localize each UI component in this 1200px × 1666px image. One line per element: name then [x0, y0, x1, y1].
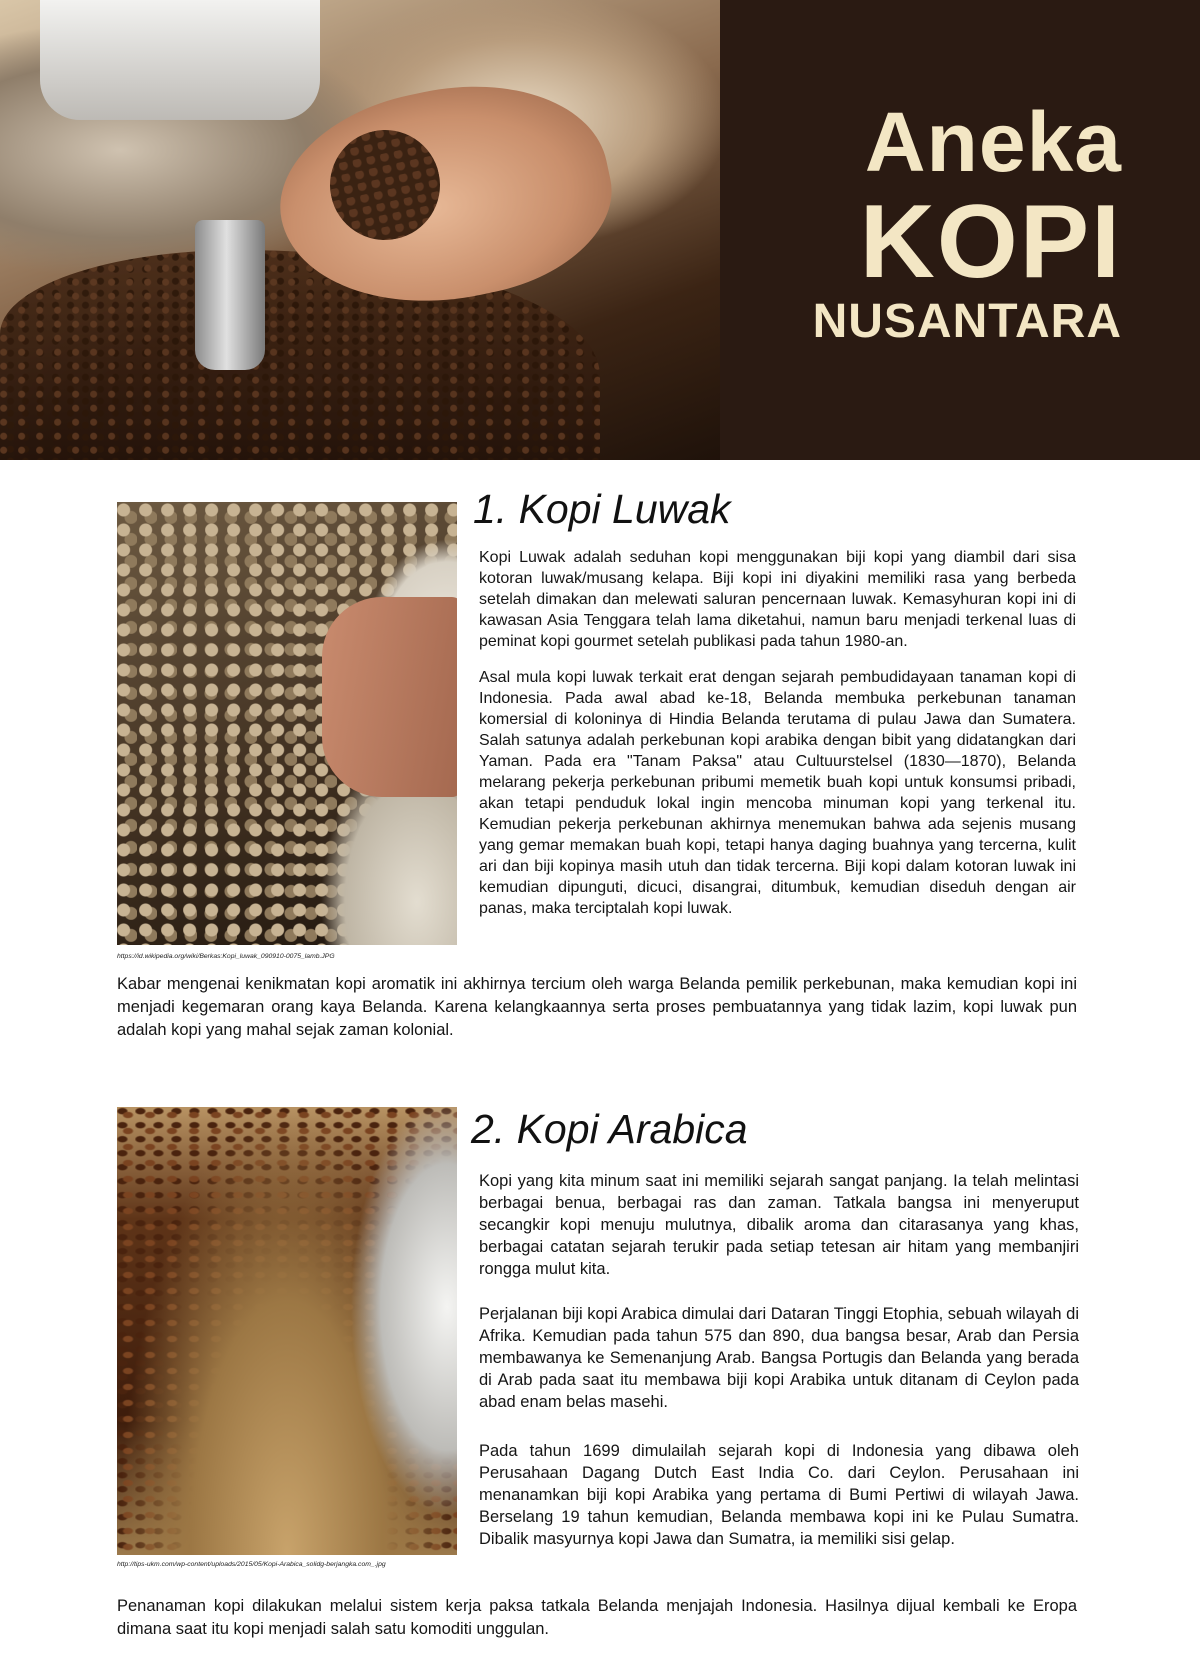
coffee-roasting-photo: [0, 0, 720, 460]
hand: [322, 597, 457, 797]
kopi-luwak-heading: 1. Kopi Luwak: [473, 486, 731, 532]
kopi-luwak-paragraph-3: Kabar mengenai kenikmatan kopi aromatik ini akhirnya tercium oleh warga Belanda pemilik perkebunan, maka kemudian kopi ini menjadi kegemaran orang kaya Belanda. Karena kelangkaannya serta proses pembuatannya yang tidak lazim, kopi luwak pun adalah kopi yang mahal sejak zaman kolonial.: [117, 975, 1077, 1039]
kopi-arabica-photo-caption: http://tips-ukm.com/wp-content/uploads/2015/05/Kopi-Arabica_solidg-berjangka.com_.jpg: [117, 1561, 386, 1568]
kopi-arabica-paragraph-2: Perjalanan biji kopi Arabica dimulai dari Dataran Tinggi Etophia, sebuah wilayah di Afrika. Kemudian pada tahun 575 dan 890, dua bangsa besar, Arab dan Persia membawanya ke Semenanjung Arab. Bangsa Portugis dan Belanda yang berada di Arab pada saat itu membawa biji kopi Arabika untuk ditanam di Ceylon pada abad enam belas masehi.: [479, 1305, 1079, 1411]
kopi-arabica-paragraph-1: Kopi yang kita minum saat ini memiliki sejarah sangat panjang. Ia telah melintasi berbagai benua, berbagai ras dan zaman. Tatkala bangsa ini menyeruput secangkir kopi menuju mulutnya, dibalik aroma dan citarasanya yang khas, berbagai catatan sejarah terukir pada setiap tetesan air hitam yang membanjiri rongga mulut kita.: [479, 1172, 1079, 1278]
title-panel: [720, 0, 1200, 460]
roaster-funnel: [195, 220, 265, 370]
kopi-arabica-paragraph-3: Pada tahun 1699 dimulailah sejarah kopi di Indonesia yang dibawa oleh Perusahaan Dagang Dutch East India Co. dari Ceylon. Perusahaan ini menanamkan biji kopi Arabika yang pertama di Bumi Pertiwi di wilayah Jawa. Berselang 19 tahun kemudian, Belanda membawa kopi ini ke Pulau Sumatra. Dibalik masyurnya kopi Jawa dan Sumatra, ia memiliki sisi gelap.: [479, 1442, 1079, 1548]
kopi-arabica-heading: 2. Kopi Arabica: [471, 1106, 748, 1152]
title-line-kopi: KOPI: [859, 184, 1122, 300]
kopi-luwak-photo: [117, 502, 457, 945]
kopi-luwak-paragraph-2: Asal mula kopi luwak terkait erat dengan sejarah pembudidayaan tanaman kopi di Indonesia. Pada awal abad ke-18, Belanda membuka perkebunan tanaman komersial di koloninya di Hindia Belanda terutama di pulau Jawa dan Sumatera. Salah satunya adalah perkebunan kopi arabika dengan bibit yang didatangkan dari Yaman. Pada era "Tanam Paksa" atau Cultuurstelsel (1830—1870), Belanda melarang pekerja perkebunan pribumi memetik buah kopi untuk konsumsi pribadi, akan tetapi penduduk lokal ingin mencoba minuman kopi yang terkenal itu. Kemudian pekerja perkebunan akhirnya menemukan bahwa ada sejenis musang yang gemar memakan buah kopi, tetapi hanya daging buahnya yang tercerna, kulit ari dan biji kopinya masih utuh dan tidak tercerna. Biji kopi dalam kotoran luwak ini kemudian dipunguti, dicuci, disangrai, ditumbuk, kemudian diseduh dengan air panas, maka terciptalah kopi luwak.: [479, 669, 1076, 917]
hero-banner: [0, 0, 1200, 460]
kopi-luwak-paragraph-1: Kopi Luwak adalah seduhan kopi menggunakan biji kopi yang diambil dari sisa kotoran luwak/musang kelapa. Biji kopi ini diyakini memiliki rasa yang berbeda setelah dimakan dan melewati saluran pencernaan luwak. Kemasyhuran kopi ini di kawasan Asia Tenggara telah lama diketahui, namun baru menjadi terkenal luas di peminat kopi gourmet setelah publikasi pada tahun 1980-an.: [479, 549, 1076, 650]
roaster-machine: [40, 0, 320, 120]
title-line-aneka: Aneka: [864, 95, 1122, 189]
kopi-arabica-photo: [117, 1107, 457, 1555]
kopi-arabica-paragraph-4: Penanaman kopi dilakukan melalui sistem kerja paksa tatkala Belanda menjajah Indonesia. Hasilnya dijual kembali ke Eropa dimana saat itu kopi menjadi salah satu komoditi unggulan.: [117, 1597, 1077, 1638]
title-line-nusantara: NUSANTARA: [812, 295, 1122, 348]
kopi-luwak-photo-caption: https://id.wikipedia.org/wiki/Berkas:Kopi_luwak_090910-0075_lamb.JPG: [117, 953, 335, 960]
